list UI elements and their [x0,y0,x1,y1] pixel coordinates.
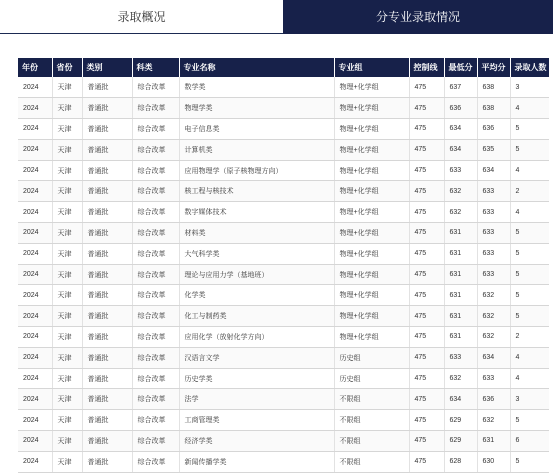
cell-avg-score: 634 [477,160,510,181]
cell-avg-score: 635 [477,139,510,160]
cell-province: 天津 [52,243,82,264]
cell-avg-score: 632 [477,285,510,306]
cell-control-line: 475 [409,139,444,160]
cell-year: 2024 [18,77,52,98]
cell-major-group: 不限组 [334,451,409,472]
cell-min-score: 631 [444,243,477,264]
cell-major-group: 物理+化学组 [334,139,409,160]
cell-admitted-count: 5 [510,119,549,140]
cell-subject-type: 综合改革 [132,119,179,140]
cell-major-name: 应用物理学（原子核物理方向） [179,160,334,181]
cell-category: 普通批 [82,181,132,202]
cell-subject-type: 综合改革 [132,160,179,181]
cell-year: 2024 [18,181,52,202]
table-row [18,98,549,119]
cell-major-name: 电子信息类 [179,119,334,140]
cell-major-group: 物理+化学组 [334,243,409,264]
cell-subject-type: 综合改革 [132,202,179,223]
cell-major-group: 不限组 [334,431,409,452]
cell-min-score: 637 [444,77,477,98]
cell-admitted-count: 5 [510,306,549,327]
cell-year: 2024 [18,431,52,452]
tab-admission-overview[interactable]: 录取概况 [0,0,283,34]
admission-table [18,58,549,473]
cell-province: 天津 [52,410,82,431]
cell-control-line: 475 [409,410,444,431]
cell-category: 普通批 [82,347,132,368]
cell-major-group: 物理+化学组 [334,160,409,181]
cell-province: 天津 [52,223,82,244]
cell-category: 普通批 [82,368,132,389]
cell-min-score: 629 [444,410,477,431]
cell-major-name: 法学 [179,389,334,410]
table-row [18,368,549,389]
cell-min-score: 634 [444,119,477,140]
cell-major-name: 核工程与核技术 [179,181,334,202]
cell-major-name: 化工与制药类 [179,306,334,327]
cell-subject-type: 综合改革 [132,181,179,202]
table-body [18,77,549,472]
cell-year: 2024 [18,306,52,327]
cell-province: 天津 [52,264,82,285]
table-row [18,389,549,410]
cell-avg-score: 634 [477,347,510,368]
cell-year: 2024 [18,451,52,472]
header-avg-score: 平均分 [477,58,510,77]
cell-major-group: 物理+化学组 [334,181,409,202]
table-row [18,451,549,472]
cell-min-score: 634 [444,389,477,410]
header-category: 类别 [82,58,132,77]
cell-control-line: 475 [409,181,444,202]
cell-major-group: 历史组 [334,347,409,368]
cell-major-group: 物理+化学组 [334,327,409,348]
cell-year: 2024 [18,368,52,389]
cell-min-score: 632 [444,181,477,202]
cell-avg-score: 633 [477,368,510,389]
cell-min-score: 629 [444,431,477,452]
table-header-row [18,58,549,77]
cell-province: 天津 [52,285,82,306]
cell-min-score: 636 [444,98,477,119]
cell-province: 天津 [52,139,82,160]
table-row [18,327,549,348]
cell-year: 2024 [18,139,52,160]
cell-subject-type: 综合改革 [132,139,179,160]
cell-control-line: 475 [409,327,444,348]
tab-bar [0,0,553,34]
cell-year: 2024 [18,243,52,264]
cell-subject-type: 综合改革 [132,347,179,368]
cell-avg-score: 638 [477,77,510,98]
cell-major-name: 理论与应用力学（基地班） [179,264,334,285]
cell-min-score: 633 [444,347,477,368]
cell-year: 2024 [18,98,52,119]
cell-category: 普通批 [82,327,132,348]
cell-major-group: 历史组 [334,368,409,389]
table-row [18,77,549,98]
cell-control-line: 475 [409,202,444,223]
cell-major-name: 物理学类 [179,98,334,119]
cell-category: 普通批 [82,389,132,410]
cell-province: 天津 [52,181,82,202]
cell-admitted-count: 5 [510,264,549,285]
cell-year: 2024 [18,389,52,410]
cell-category: 普通批 [82,243,132,264]
table-row [18,285,549,306]
cell-province: 天津 [52,98,82,119]
cell-major-name: 计算机类 [179,139,334,160]
cell-year: 2024 [18,347,52,368]
cell-admitted-count: 6 [510,431,549,452]
cell-subject-type: 综合改革 [132,306,179,327]
cell-admitted-count: 5 [510,243,549,264]
cell-avg-score: 633 [477,202,510,223]
cell-avg-score: 632 [477,306,510,327]
table-row [18,223,549,244]
cell-province: 天津 [52,327,82,348]
cell-min-score: 632 [444,202,477,223]
cell-category: 普通批 [82,160,132,181]
cell-avg-score: 636 [477,119,510,140]
cell-avg-score: 633 [477,181,510,202]
cell-year: 2024 [18,160,52,181]
table-row [18,119,549,140]
header-subject-type: 科类 [132,58,179,77]
cell-major-name: 材料类 [179,223,334,244]
cell-province: 天津 [52,389,82,410]
cell-year: 2024 [18,327,52,348]
header-min-score: 最低分 [444,58,477,77]
cell-province: 天津 [52,431,82,452]
cell-category: 普通批 [82,285,132,306]
cell-category: 普通批 [82,223,132,244]
cell-major-name: 工商管理类 [179,410,334,431]
cell-control-line: 475 [409,98,444,119]
cell-subject-type: 综合改革 [132,77,179,98]
cell-category: 普通批 [82,77,132,98]
header-year: 年份 [18,58,52,77]
cell-admitted-count: 4 [510,98,549,119]
table-row [18,306,549,327]
cell-province: 天津 [52,306,82,327]
cell-major-name: 汉语言文学 [179,347,334,368]
cell-subject-type: 综合改革 [132,285,179,306]
cell-year: 2024 [18,410,52,431]
cell-avg-score: 636 [477,389,510,410]
cell-min-score: 633 [444,160,477,181]
cell-category: 普通批 [82,98,132,119]
cell-year: 2024 [18,119,52,140]
cell-control-line: 475 [409,119,444,140]
header-province: 省份 [52,58,82,77]
cell-subject-type: 综合改革 [132,243,179,264]
cell-avg-score: 633 [477,264,510,285]
cell-province: 天津 [52,347,82,368]
cell-category: 普通批 [82,410,132,431]
cell-control-line: 475 [409,306,444,327]
cell-category: 普通批 [82,451,132,472]
cell-avg-score: 638 [477,98,510,119]
cell-control-line: 475 [409,347,444,368]
cell-subject-type: 综合改革 [132,431,179,452]
cell-admitted-count: 5 [510,410,549,431]
cell-min-score: 631 [444,223,477,244]
cell-major-group: 物理+化学组 [334,264,409,285]
cell-major-group: 物理+化学组 [334,77,409,98]
cell-category: 普通批 [82,264,132,285]
cell-category: 普通批 [82,119,132,140]
header-major-name: 专业名称 [179,58,334,77]
cell-major-group: 物理+化学组 [334,306,409,327]
header-control-line: 控制线 [409,58,444,77]
cell-admitted-count: 4 [510,347,549,368]
cell-avg-score: 632 [477,327,510,348]
cell-admitted-count: 4 [510,368,549,389]
cell-year: 2024 [18,264,52,285]
cell-subject-type: 综合改革 [132,327,179,348]
cell-control-line: 475 [409,77,444,98]
cell-control-line: 475 [409,368,444,389]
cell-control-line: 475 [409,431,444,452]
cell-admitted-count: 5 [510,451,549,472]
table-row [18,431,549,452]
admission-table-container [18,58,549,473]
cell-control-line: 475 [409,243,444,264]
cell-major-group: 物理+化学组 [334,202,409,223]
table-row [18,202,549,223]
cell-avg-score: 633 [477,243,510,264]
cell-control-line: 475 [409,264,444,285]
cell-subject-type: 综合改革 [132,264,179,285]
cell-subject-type: 综合改革 [132,389,179,410]
cell-subject-type: 综合改革 [132,223,179,244]
table-row [18,347,549,368]
cell-province: 天津 [52,202,82,223]
cell-category: 普通批 [82,306,132,327]
cell-province: 天津 [52,368,82,389]
cell-min-score: 632 [444,368,477,389]
cell-min-score: 634 [444,139,477,160]
cell-min-score: 631 [444,285,477,306]
cell-major-group: 不限组 [334,389,409,410]
cell-min-score: 628 [444,451,477,472]
table-row [18,139,549,160]
cell-admitted-count: 3 [510,389,549,410]
cell-major-group: 物理+化学组 [334,119,409,140]
cell-admitted-count: 4 [510,202,549,223]
cell-subject-type: 综合改革 [132,368,179,389]
cell-min-score: 631 [444,327,477,348]
cell-control-line: 475 [409,285,444,306]
cell-subject-type: 综合改革 [132,98,179,119]
cell-category: 普通批 [82,202,132,223]
cell-admitted-count: 3 [510,77,549,98]
table-row [18,181,549,202]
cell-category: 普通批 [82,139,132,160]
cell-major-name: 应用化学（放射化学方向） [179,327,334,348]
cell-admitted-count: 5 [510,223,549,244]
table-row [18,410,549,431]
cell-major-group: 物理+化学组 [334,98,409,119]
cell-province: 天津 [52,77,82,98]
cell-province: 天津 [52,119,82,140]
header-admitted-count: 录取人数 [514,63,547,72]
tab-admission-by-major[interactable]: 分专业录取情况 [283,0,553,34]
cell-admitted-count: 2 [510,181,549,202]
cell-admitted-count: 4 [510,160,549,181]
cell-major-name: 经济学类 [179,431,334,452]
cell-subject-type: 综合改革 [132,410,179,431]
cell-major-name: 化学类 [179,285,334,306]
cell-major-name: 数学类 [179,77,334,98]
cell-admitted-count: 5 [510,139,549,160]
cell-min-score: 631 [444,306,477,327]
cell-major-name: 新闻传播学类 [179,451,334,472]
cell-major-name: 大气科学类 [179,243,334,264]
cell-major-group: 不限组 [334,410,409,431]
cell-control-line: 475 [409,389,444,410]
cell-major-name: 历史学类 [179,368,334,389]
table-row [18,243,549,264]
cell-control-line: 475 [409,160,444,181]
table-row [18,264,549,285]
table-row [18,160,549,181]
cell-avg-score: 632 [477,410,510,431]
cell-major-name: 数字媒体技术 [179,202,334,223]
header-major-group: 专业组 [334,58,409,77]
cell-avg-score: 630 [477,451,510,472]
cell-category: 普通批 [82,431,132,452]
cell-province: 天津 [52,160,82,181]
cell-province: 天津 [52,451,82,472]
table-header [18,58,549,77]
cell-subject-type: 综合改革 [132,451,179,472]
cell-year: 2024 [18,202,52,223]
cell-year: 2024 [18,223,52,244]
cell-admitted-count: 2 [510,327,549,348]
cell-avg-score: 633 [477,223,510,244]
cell-major-group: 物理+化学组 [334,285,409,306]
cell-min-score: 631 [444,264,477,285]
cell-avg-score: 631 [477,431,510,452]
cell-year: 2024 [18,285,52,306]
cell-control-line: 475 [409,223,444,244]
cell-admitted-count: 5 [510,285,549,306]
cell-control-line: 475 [409,451,444,472]
cell-major-group: 物理+化学组 [334,223,409,244]
